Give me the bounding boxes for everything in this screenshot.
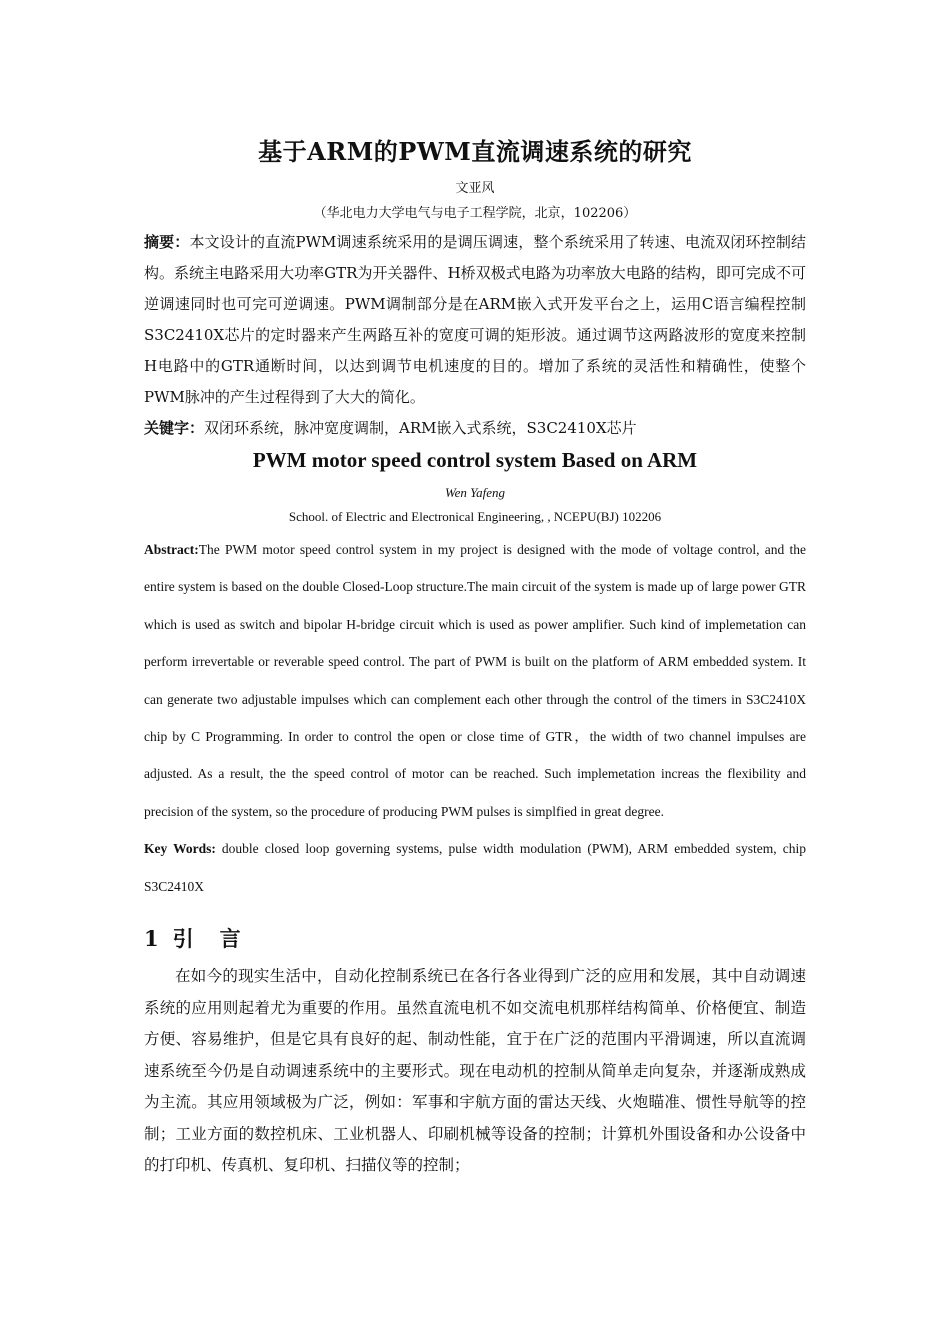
- keywords-english: [144, 830, 806, 905]
- abstract-english-text: The PWM motor speed control system in my project is designed with the mode of voltage control, and the entire system is based on the double Closed-Loop structure.The main circuit of the system is made up of large power GTR which is used as switch and bipolar H-bridge circuit which is used as power amplifier. Such kind of implemetation can perform irrevertable or reverable speed control. The part of PWM is built on the platform of ARM embedded system. It can generate two adjustable impulses which can complement each other through the control of the timers in S3C2410X chip by C Programming. In order to control the open or close time of GTR，the width of two channel impulses are adjusted. As a result, the the speed control of motor can be reached. Such implemetation increas the flexibility and precision of the system, so the procedure of producing PWM pulses is simplfied in great degree.: [144, 542, 806, 819]
- author-chinese: 文亚风: [455, 181, 495, 196]
- keywords-english-label: Key Words:: [144, 841, 216, 857]
- abstract-chinese-label: 摘要：: [144, 233, 190, 251]
- abstract-english-label: Abstract:: [144, 542, 199, 557]
- paper-title-chinese: 基于ARM的PWM直流调速系统的研究: [258, 137, 692, 166]
- section-heading-introduction: [144, 923, 806, 953]
- introduction-paragraph: 在如今的现实生活中，自动化控制系统已在各行各业得到广泛的应用和发展，其中自动调速系统的应用则起着尤为重要的作用。虽然直流电机不如交流电机那样结构简单、价格便宜、制造方便、容易维护，但是它具有良好的起、制动性能，宜于在广泛的范围内平滑调速，所以直流调速系统至今仍是自动调速系统中的主要形式。现在电动机的控制从简单走向复杂，并逐渐成熟成为主流。其应用领域极为广泛，例如：军事和宇航方面的雷达天线、火炮瞄准、惯性导航等的控制；工业方面的数控机床、工业机器人、印刷机械等设备的控制；计算机外围设备和办公设备中的打印机、传真机、复印机、扫描仪等的控制；: [144, 967, 806, 1175]
- keywords-chinese: [144, 413, 806, 444]
- affiliation-english: School. of Electric and Electronical Engineering, , NCEPU(BJ) 102206: [288, 509, 662, 524]
- section-title-part-2: 言: [219, 926, 241, 952]
- section-number: 1: [144, 926, 159, 952]
- affiliation-chinese: （华北电力大学电气与电子工程学院，北京，102206）: [313, 206, 637, 221]
- section-title-part-1: 引: [172, 926, 194, 952]
- abstract-chinese: [144, 227, 806, 413]
- paper-title-english: PWM motor speed control system Based on ARM: [252, 448, 698, 472]
- keywords-english-text: double closed loop governing systems, pulse width modulation (PWM), ARM embedded system, chip S3C2410X: [144, 841, 806, 894]
- paper-content: [144, 128, 806, 1182]
- abstract-english: [144, 531, 806, 830]
- keywords-chinese-label: 关键字：: [144, 419, 205, 437]
- abstract-chinese-text: 本文设计的直流PWM调速系统采用的是调压调速，整个系统采用了转速、电流双闭环控制结构。系统主电路采用大功率GTR为开关器件、H桥双极式电路为功率放大电路的结构，即可完成不可逆调速同时也可完可逆调速。PWM调制部分是在ARM嵌入式开发平台之上，运用C语言编程控制S3C2410X芯片的定时器来产生两路互补的宽度可调的矩形波。通过调节这两路波形的宽度来控制H电路中的GTR通断时间，以达到调节电机速度的目的。增加了系统的灵活性和精确性，使整个PWM脉冲的产生过程得到了大大的简化。: [144, 233, 806, 406]
- author-english: Wen Yafeng: [444, 485, 506, 500]
- keywords-chinese-text: 双闭环系统，脉冲宽度调制，ARM嵌入式系统，S3C2410X芯片: [204, 419, 637, 437]
